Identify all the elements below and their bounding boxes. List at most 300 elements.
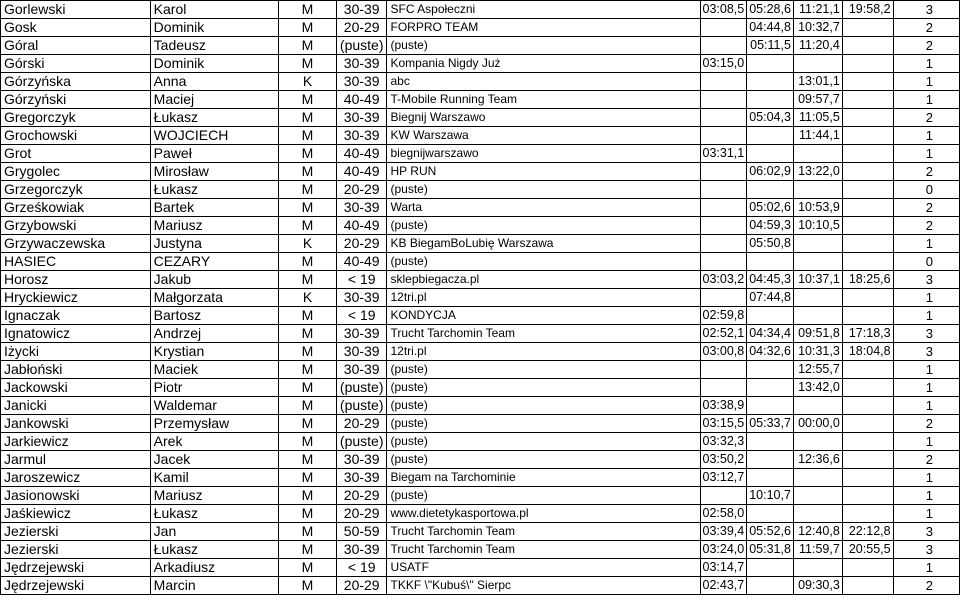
table-row (1, 505, 960, 523)
sex-cell: M (279, 253, 337, 271)
first-name-cell: Jan (150, 523, 278, 541)
surname-cell: Jędrzejewski (1, 559, 151, 577)
time-cell-3: 09:57,7 (793, 91, 842, 109)
sex-cell: M (279, 415, 337, 433)
time-cell-3: 12:55,7 (793, 361, 842, 379)
surname-cell: Grzywaczewska (1, 235, 151, 253)
age-group-cell: (puste) (336, 379, 387, 397)
time-cell-2: 04:34,4 (747, 325, 794, 343)
table-row (1, 145, 960, 163)
club-cell: HP RUN (387, 163, 700, 181)
club-cell: (puste) (387, 37, 700, 55)
surname-cell: Jezierski (1, 523, 151, 541)
table-row (1, 19, 960, 37)
table-row (1, 37, 960, 55)
time-cell-2 (747, 379, 794, 397)
time-cell-2: 05:31,8 (747, 541, 794, 559)
first-name-cell: WOJCIECH (150, 127, 278, 145)
surname-cell: Górzyński (1, 91, 151, 109)
time-cell-4 (842, 415, 893, 433)
sex-cell: M (279, 19, 337, 37)
table-row (1, 55, 960, 73)
sex-cell: M (279, 343, 337, 361)
time-cell-2 (747, 559, 794, 577)
club-cell: Trucht Tarchomin Team (387, 325, 700, 343)
surname-cell: Jackowski (1, 379, 151, 397)
table-row (1, 127, 960, 145)
time-cell-1: 02:52,1 (700, 325, 747, 343)
time-cell-2: 04:59,3 (747, 217, 794, 235)
time-cell-2 (747, 73, 794, 91)
first-name-cell: Marcin (150, 577, 278, 595)
surname-cell: Jezierski (1, 541, 151, 559)
table-row (1, 523, 960, 541)
time-cell-3: 10:37,1 (793, 271, 842, 289)
time-cell-3: 11:59,7 (793, 541, 842, 559)
sex-cell: M (279, 1, 337, 19)
table-row (1, 343, 960, 361)
table-row (1, 199, 960, 217)
time-cell-1: 03:24,0 (700, 541, 747, 559)
time-cell-2: 04:44,8 (747, 19, 794, 37)
count-cell: 3 (893, 523, 959, 541)
time-cell-4 (842, 379, 893, 397)
time-cell-4 (842, 505, 893, 523)
club-cell: Biegam na Tarchominie (387, 469, 700, 487)
time-cell-2 (747, 451, 794, 469)
first-name-cell: Maciek (150, 361, 278, 379)
age-group-cell: 40-49 (336, 253, 387, 271)
sex-cell: M (279, 469, 337, 487)
count-cell: 2 (893, 415, 959, 433)
first-name-cell: Dominik (150, 19, 278, 37)
club-cell: Warta (387, 199, 700, 217)
count-cell: 1 (893, 289, 959, 307)
time-cell-2 (747, 397, 794, 415)
time-cell-4 (842, 127, 893, 145)
time-cell-2: 05:11,5 (747, 37, 794, 55)
club-cell: 12tri.pl (387, 289, 700, 307)
age-group-cell: 30-39 (336, 451, 387, 469)
count-cell: 3 (893, 541, 959, 559)
time-cell-4 (842, 433, 893, 451)
count-cell: 1 (893, 487, 959, 505)
count-cell: 1 (893, 307, 959, 325)
club-cell: (puste) (387, 415, 700, 433)
surname-cell: Jaroszewicz (1, 469, 151, 487)
time-cell-1: 03:50,2 (700, 451, 747, 469)
time-cell-3 (793, 487, 842, 505)
first-name-cell: CEZARY (150, 253, 278, 271)
surname-cell: Jasionowski (1, 487, 151, 505)
age-group-cell: 30-39 (336, 55, 387, 73)
age-group-cell: 20-29 (336, 487, 387, 505)
age-group-cell: 30-39 (336, 109, 387, 127)
club-cell: (puste) (387, 253, 700, 271)
sex-cell: M (279, 181, 337, 199)
time-cell-4: 20:55,5 (842, 541, 893, 559)
time-cell-2: 05:52,6 (747, 523, 794, 541)
age-group-cell: 30-39 (336, 289, 387, 307)
time-cell-4 (842, 307, 893, 325)
count-cell: 1 (893, 91, 959, 109)
count-cell: 1 (893, 361, 959, 379)
sex-cell: M (279, 451, 337, 469)
time-cell-3: 10:53,9 (793, 199, 842, 217)
time-cell-1 (700, 253, 747, 271)
time-cell-2: 05:02,6 (747, 199, 794, 217)
club-cell: T-Mobile Running Team (387, 91, 700, 109)
time-cell-1: 03:12,7 (700, 469, 747, 487)
table-row (1, 181, 960, 199)
table-row (1, 325, 960, 343)
time-cell-4 (842, 469, 893, 487)
time-cell-2 (747, 307, 794, 325)
age-group-cell: 50-59 (336, 523, 387, 541)
time-cell-2 (747, 55, 794, 73)
surname-cell: Gregorczyk (1, 109, 151, 127)
sex-cell: M (279, 163, 337, 181)
club-cell: USATF (387, 559, 700, 577)
table-row (1, 73, 960, 91)
table-row (1, 217, 960, 235)
time-cell-3: 09:30,3 (793, 577, 842, 595)
time-cell-4: 18:25,6 (842, 271, 893, 289)
first-name-cell: Paweł (150, 145, 278, 163)
club-cell: www.dietetykasportowa.pl (387, 505, 700, 523)
first-name-cell: Mariusz (150, 217, 278, 235)
first-name-cell: Łukasz (150, 109, 278, 127)
time-cell-1 (700, 199, 747, 217)
age-group-cell: 20-29 (336, 415, 387, 433)
time-cell-3 (793, 307, 842, 325)
time-cell-3 (793, 469, 842, 487)
age-group-cell: < 19 (336, 271, 387, 289)
time-cell-4 (842, 163, 893, 181)
time-cell-4 (842, 91, 893, 109)
time-cell-1: 03:08,5 (700, 1, 747, 19)
count-cell: 2 (893, 199, 959, 217)
time-cell-4: 19:58,2 (842, 1, 893, 19)
first-name-cell: Łukasz (150, 505, 278, 523)
time-cell-4 (842, 73, 893, 91)
surname-cell: Horosz (1, 271, 151, 289)
surname-cell: Janicki (1, 397, 151, 415)
surname-cell: Hryckiewicz (1, 289, 151, 307)
time-cell-3 (793, 145, 842, 163)
count-cell: 2 (893, 163, 959, 181)
table-row (1, 415, 960, 433)
surname-cell: Górski (1, 55, 151, 73)
time-cell-2: 04:32,6 (747, 343, 794, 361)
table-row (1, 235, 960, 253)
time-cell-3 (793, 289, 842, 307)
age-group-cell: 30-39 (336, 127, 387, 145)
time-cell-1 (700, 487, 747, 505)
surname-cell: Jabłoński (1, 361, 151, 379)
time-cell-3: 10:10,5 (793, 217, 842, 235)
time-cell-4: 22:12,8 (842, 523, 893, 541)
time-cell-4 (842, 181, 893, 199)
time-cell-1: 02:59,8 (700, 307, 747, 325)
club-cell: (puste) (387, 181, 700, 199)
sex-cell: M (279, 379, 337, 397)
sex-cell: M (279, 91, 337, 109)
first-name-cell: Piotr (150, 379, 278, 397)
time-cell-3: 13:22,0 (793, 163, 842, 181)
time-cell-3 (793, 397, 842, 415)
time-cell-3 (793, 505, 842, 523)
club-cell: FORPRO TEAM (387, 19, 700, 37)
time-cell-2: 05:28,6 (747, 1, 794, 19)
table-row (1, 91, 960, 109)
first-name-cell: Krystian (150, 343, 278, 361)
time-cell-3: 12:40,8 (793, 523, 842, 541)
club-cell: KONDYCJA (387, 307, 700, 325)
time-cell-2: 07:44,8 (747, 289, 794, 307)
sex-cell: M (279, 199, 337, 217)
sex-cell: M (279, 541, 337, 559)
time-cell-4 (842, 235, 893, 253)
sex-cell: M (279, 127, 337, 145)
table-row (1, 1, 960, 19)
count-cell: 1 (893, 73, 959, 91)
count-cell: 1 (893, 505, 959, 523)
first-name-cell: Bartek (150, 199, 278, 217)
time-cell-4 (842, 19, 893, 37)
first-name-cell: Jakub (150, 271, 278, 289)
age-group-cell: (puste) (336, 433, 387, 451)
club-cell: Kompania Nigdy Już (387, 55, 700, 73)
first-name-cell: Kamil (150, 469, 278, 487)
time-cell-4 (842, 199, 893, 217)
time-cell-1 (700, 235, 747, 253)
time-cell-2 (747, 181, 794, 199)
time-cell-1 (700, 109, 747, 127)
time-cell-1: 03:31,1 (700, 145, 747, 163)
club-cell: KB BiegamBoLubię Warszawa (387, 235, 700, 253)
surname-cell: Grześkowiak (1, 199, 151, 217)
time-cell-2 (747, 433, 794, 451)
sex-cell: K (279, 73, 337, 91)
sex-cell: M (279, 433, 337, 451)
time-cell-3: 13:42,0 (793, 379, 842, 397)
surname-cell: Grygolec (1, 163, 151, 181)
time-cell-3: 13:01,1 (793, 73, 842, 91)
time-cell-3: 00:00,0 (793, 415, 842, 433)
time-cell-1: 03:15,5 (700, 415, 747, 433)
count-cell: 1 (893, 397, 959, 415)
first-name-cell: Waldemar (150, 397, 278, 415)
table-row (1, 397, 960, 415)
time-cell-4 (842, 487, 893, 505)
first-name-cell: Anna (150, 73, 278, 91)
table-row (1, 577, 960, 595)
sex-cell: M (279, 397, 337, 415)
time-cell-4 (842, 361, 893, 379)
surname-cell: Jaśkiewicz (1, 505, 151, 523)
sex-cell: M (279, 577, 337, 595)
time-cell-2: 05:33,7 (747, 415, 794, 433)
time-cell-1: 03:38,9 (700, 397, 747, 415)
sex-cell: M (279, 523, 337, 541)
time-cell-1 (700, 163, 747, 181)
club-cell: TKKF \"Kubuś\" Sierpc (387, 577, 700, 595)
time-cell-3 (793, 253, 842, 271)
sex-cell: M (279, 307, 337, 325)
first-name-cell: Tadeusz (150, 37, 278, 55)
sex-cell: M (279, 325, 337, 343)
count-cell: 0 (893, 181, 959, 199)
age-group-cell: 30-39 (336, 361, 387, 379)
sex-cell: M (279, 37, 337, 55)
time-cell-4 (842, 109, 893, 127)
club-cell: sklepbiegacza.pl (387, 271, 700, 289)
sex-cell: M (279, 55, 337, 73)
age-group-cell: 40-49 (336, 91, 387, 109)
time-cell-3: 11:20,4 (793, 37, 842, 55)
time-cell-1 (700, 91, 747, 109)
time-cell-1: 03:03,2 (700, 271, 747, 289)
first-name-cell: Małgorzata (150, 289, 278, 307)
time-cell-1 (700, 127, 747, 145)
first-name-cell: Maciej (150, 91, 278, 109)
table-body (1, 1, 960, 595)
time-cell-3 (793, 55, 842, 73)
age-group-cell: 30-39 (336, 469, 387, 487)
table-row (1, 541, 960, 559)
age-group-cell: 40-49 (336, 217, 387, 235)
table-row (1, 109, 960, 127)
surname-cell: Ignaczak (1, 307, 151, 325)
time-cell-4 (842, 577, 893, 595)
time-cell-2 (747, 253, 794, 271)
first-name-cell: Bartosz (150, 307, 278, 325)
time-cell-4 (842, 289, 893, 307)
age-group-cell: 20-29 (336, 19, 387, 37)
club-cell: Trucht Tarchomin Team (387, 541, 700, 559)
sex-cell: M (279, 505, 337, 523)
club-cell: (puste) (387, 451, 700, 469)
time-cell-3: 11:44,1 (793, 127, 842, 145)
surname-cell: Grochowski (1, 127, 151, 145)
time-cell-2: 10:10,7 (747, 487, 794, 505)
time-cell-2 (747, 577, 794, 595)
surname-cell: Ignatowicz (1, 325, 151, 343)
age-group-cell: 20-29 (336, 181, 387, 199)
age-group-cell: 20-29 (336, 577, 387, 595)
time-cell-2 (747, 505, 794, 523)
time-cell-1 (700, 181, 747, 199)
club-cell: (puste) (387, 433, 700, 451)
time-cell-1 (700, 37, 747, 55)
time-cell-4 (842, 217, 893, 235)
surname-cell: Gorlewski (1, 1, 151, 19)
table-row (1, 361, 960, 379)
time-cell-2 (747, 469, 794, 487)
age-group-cell: 30-39 (336, 73, 387, 91)
surname-cell: Iżycki (1, 343, 151, 361)
time-cell-2: 04:45,3 (747, 271, 794, 289)
time-cell-1 (700, 289, 747, 307)
surname-cell: Jędrzejewski (1, 577, 151, 595)
age-group-cell: 30-39 (336, 541, 387, 559)
count-cell: 3 (893, 1, 959, 19)
first-name-cell: Mirosław (150, 163, 278, 181)
table-row (1, 379, 960, 397)
time-cell-2: 05:50,8 (747, 235, 794, 253)
count-cell: 2 (893, 451, 959, 469)
count-cell: 3 (893, 271, 959, 289)
club-cell: Biegnij Warszawo (387, 109, 700, 127)
age-group-cell: < 19 (336, 559, 387, 577)
age-group-cell: 30-39 (336, 343, 387, 361)
table-row (1, 271, 960, 289)
first-name-cell: Jacek (150, 451, 278, 469)
first-name-cell: Arek (150, 433, 278, 451)
age-group-cell: 20-29 (336, 235, 387, 253)
sex-cell: K (279, 289, 337, 307)
table-row (1, 253, 960, 271)
count-cell: 2 (893, 37, 959, 55)
first-name-cell: Karol (150, 1, 278, 19)
club-cell: SFC Aspołeczni (387, 1, 700, 19)
sex-cell: M (279, 271, 337, 289)
surname-cell: Jankowski (1, 415, 151, 433)
table-row (1, 451, 960, 469)
surname-cell: Góral (1, 37, 151, 55)
surname-cell: Jarkiewicz (1, 433, 151, 451)
first-name-cell: Łukasz (150, 541, 278, 559)
surname-cell: Grzegorczyk (1, 181, 151, 199)
count-cell: 1 (893, 433, 959, 451)
club-cell: (puste) (387, 379, 700, 397)
time-cell-1 (700, 19, 747, 37)
time-cell-1: 03:15,0 (700, 55, 747, 73)
age-group-cell: 40-49 (336, 145, 387, 163)
sex-cell: M (279, 109, 337, 127)
time-cell-1: 02:58,0 (700, 505, 747, 523)
count-cell: 2 (893, 19, 959, 37)
club-cell: KW Warszawa (387, 127, 700, 145)
time-cell-2 (747, 361, 794, 379)
age-group-cell: < 19 (336, 307, 387, 325)
club-cell: (puste) (387, 487, 700, 505)
count-cell: 2 (893, 217, 959, 235)
surname-cell: HASIEC (1, 253, 151, 271)
time-cell-2 (747, 127, 794, 145)
table-row (1, 469, 960, 487)
sex-cell: M (279, 559, 337, 577)
club-cell: biegnijwarszawo (387, 145, 700, 163)
sex-cell: M (279, 361, 337, 379)
table-row (1, 163, 960, 181)
count-cell: 1 (893, 145, 959, 163)
time-cell-4 (842, 145, 893, 163)
sex-cell: M (279, 217, 337, 235)
time-cell-1 (700, 73, 747, 91)
time-cell-3 (793, 559, 842, 577)
first-name-cell: Łukasz (150, 181, 278, 199)
surname-cell: Górzyńska (1, 73, 151, 91)
time-cell-4 (842, 397, 893, 415)
first-name-cell: Mariusz (150, 487, 278, 505)
count-cell: 1 (893, 55, 959, 73)
time-cell-1: 03:32,3 (700, 433, 747, 451)
age-group-cell: 30-39 (336, 1, 387, 19)
first-name-cell: Przemysław (150, 415, 278, 433)
time-cell-2 (747, 91, 794, 109)
